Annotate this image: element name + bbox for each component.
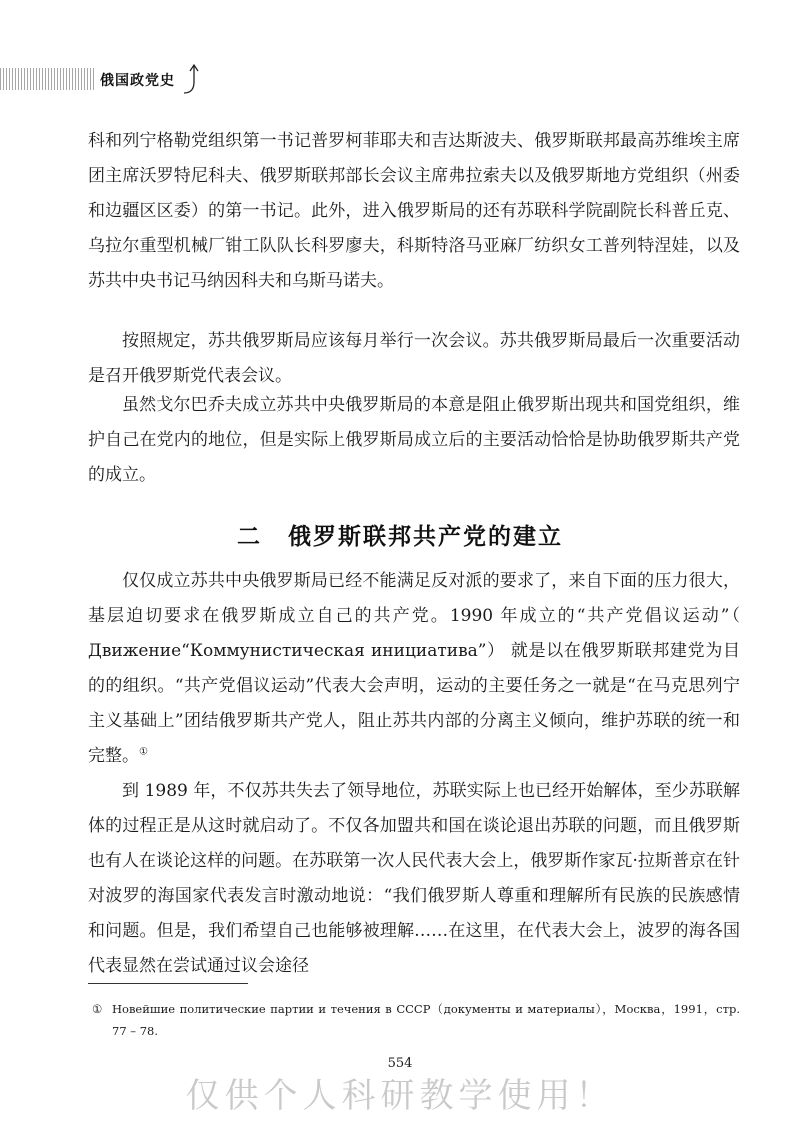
section-title: 俄罗斯联邦共产党的建立 [288,524,563,550]
paragraph-communist-initiative-text: 仅仅成立苏共中央俄罗斯局已经不能满足反对派的要求了，来自下面的压力很大，基层迫切要求在俄罗斯成立自己的共产党。1990 年成立的“共产党倡议运动”（ Движение“Коммунистическая инициатива”） 就是以在俄罗斯联邦建党为目的的组织。“共产党倡议运动”代表大会声明，运动的主要任务之一就是“在马克思列宁主义基础上”团结俄罗斯共产党人，阻止苏共内部的分离主义倾向，维护苏联的统一和完整。 [88,571,740,766]
section-heading [0,518,800,551]
footnote-mark: ① [92,1002,103,1016]
corner-arrow-icon [180,62,210,96]
running-title: 俄国政党史 [100,73,175,89]
paragraph-soviet-dissolution: 到 1989 年，不仅苏共失去了领导地位，苏联实际上也已经开始解体，至少苏联解体的过程正是从这时就启动了。不仅各加盟共和国在谈论退出苏联的问题，而且俄罗斯也有人在谈论这样的问题。在苏联第一次人民代表大会上，俄罗斯作家瓦·拉斯普京在针对波罗的海国家代表发言时激动地说：“我们俄罗斯人尊重和理解所有民族的民族感情和问题。但是，我们希望自己也能够被理解……在这里，在代表大会上，波罗的海各国代表显然在尝试通过议会途径 [88,781,740,976]
page-number: 554 [387,1056,413,1071]
header-hatch-decoration [0,68,96,90]
footnote-divider [88,983,248,984]
footnote-reference[interactable]: ① [139,746,148,758]
paragraph-continued: 科和列宁格勒党组织第一书记普罗柯菲耶夫和吉达斯波夫、俄罗斯联邦最高苏维埃主席团主席沃罗特尼科夫、俄罗斯联邦部长会议主席弗拉索夫以及俄罗斯地方党组织（州委和边疆区区委）的第一书记。此外，进入俄罗斯局的还有苏联科学院副院长科普丘克、乌拉尔重型机械厂钳工队队长科罗廖夫，科斯特洛马亚麻厂纺织女工普列特涅娃，以及苏共中央书记马纳因科夫和乌斯马诺夫。 [88,131,740,291]
paragraph-meeting-rules: 按照规定，苏共俄罗斯局应该每月举行一次会议。苏共俄罗斯局最后一次重要活动是召开俄罗斯党代表会议。 [88,331,740,386]
watermark: 仅供个人科研教学使用！ [185,1076,615,1116]
paragraph-communist-initiative [88,564,740,774]
section-number: 二 [237,524,262,550]
footnote-text: Новейшие политические партии и течения в СССР（документы и материалы），Москва，1991，стр. 77 – 78. [112,1002,740,1038]
running-head [0,62,215,96]
paragraph-gorbachev-intent: 虽然戈尔巴乔夫成立苏共中央俄罗斯局的本意是阻止俄罗斯出现共和国党组织，维护自己在党内的地位，但是实际上俄罗斯局成立后的主要活动恰恰是协助俄罗斯共产党的成立。 [88,395,740,485]
